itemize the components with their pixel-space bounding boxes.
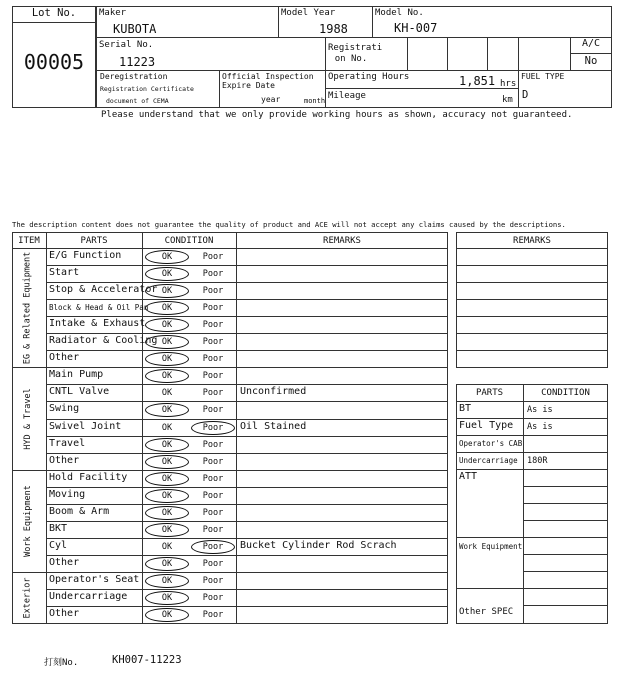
part-label: Other (49, 556, 80, 568)
ok-option: OK (161, 388, 173, 399)
ok-option: OK (161, 541, 173, 552)
ok-option: OK (161, 473, 173, 484)
part-label: Travel (49, 437, 86, 449)
col-condition-header: CONDITION (164, 236, 214, 246)
poor-option: Poor (202, 354, 224, 365)
poor-option: Poor (202, 286, 224, 297)
ok-option: OK (161, 490, 173, 501)
ok-option: OK (161, 507, 173, 518)
remark-text: Oil Stained (240, 420, 307, 432)
part-label: Other (49, 454, 80, 466)
year-label: year (261, 95, 281, 104)
col-item-header: ITEM (18, 236, 40, 246)
poor-option: Poor (202, 541, 224, 552)
part-label: Hold Facility (49, 471, 128, 483)
ok-selected-oval (145, 284, 189, 298)
hours-note: Please understand that we only provide working hours as shown, accuracy not guaranteed. (101, 110, 573, 120)
km-unit: km (502, 95, 513, 105)
poor-option: Poor (202, 269, 224, 280)
registration-label: Registrati on No. (328, 43, 383, 64)
ok-option: OK (161, 422, 173, 433)
poor-option: Poor (202, 456, 224, 467)
ok-option: OK (161, 593, 173, 603)
poor-option: Poor (202, 558, 224, 569)
right-part-label: ATT (459, 471, 478, 482)
right-condition-value: 180R (527, 456, 548, 466)
col-parts-header: PARTS (80, 236, 108, 246)
part-label: Undercarriage (49, 591, 128, 602)
ok-selected-oval (145, 438, 189, 452)
poor-option: Poor (202, 320, 224, 331)
part-label: Operator's Seat (49, 573, 140, 585)
lot-value: 00005 (23, 50, 85, 74)
part-label: Radiator & Cooling (49, 335, 158, 347)
ok-selected-oval (145, 267, 189, 281)
part-label: CNTL Valve (49, 386, 110, 398)
right-part-label: Fuel Type (459, 420, 514, 431)
part-label: Swivel Joint (49, 420, 122, 432)
poor-option: Poor (202, 405, 224, 416)
col-remarks-header: REMARKS (323, 236, 361, 246)
part-label: Stop & Accelerator (49, 284, 158, 296)
poor-option: Poor (202, 524, 224, 535)
ok-selected-oval (145, 557, 189, 571)
fuel-value: D (522, 89, 529, 101)
lot-label: Lot No. (31, 7, 77, 19)
ok-option: OK (161, 558, 173, 569)
right-condition-value: As is (527, 422, 553, 432)
poor-option: Poor (202, 303, 224, 314)
poor-option: Poor (202, 388, 224, 399)
poor-selected-oval (191, 540, 235, 554)
ok-option: OK (161, 286, 173, 297)
ok-selected-oval (145, 506, 189, 520)
right-condition-header: CONDITION (541, 388, 590, 398)
ok-option: OK (161, 252, 173, 262)
reg-cert-label: Registration Certificate (100, 85, 194, 93)
ok-option: OK (161, 610, 173, 621)
remark-text: Unconfirmed (240, 386, 307, 398)
poor-option: Poor (202, 337, 224, 348)
part-label: Start (49, 267, 80, 279)
poor-option: Poor (202, 252, 224, 262)
right-parts-header: PARTS (475, 388, 504, 398)
ok-selected-oval (145, 523, 189, 537)
ok-option: OK (161, 405, 173, 416)
model-no-value: KH-007 (394, 21, 438, 35)
group-label: Exterior (22, 577, 33, 618)
right-remarks-header: REMARKS (513, 236, 551, 246)
part-label: Main Pump (49, 369, 104, 381)
ok-selected-oval (145, 472, 189, 486)
disclaimer: The description content does not guarantee the quality of product and ACE will not accept any claims caused by the descriptions. (12, 220, 566, 229)
part-label: BKT (49, 522, 68, 534)
part-label: Other (49, 608, 80, 620)
poor-option: Poor (202, 507, 224, 518)
part-label: Block & Head & Oil Pan (49, 303, 149, 313)
model-year-value: 1988 (319, 22, 348, 36)
poor-option: Poor (202, 439, 224, 450)
poor-option: Poor (202, 575, 224, 586)
group-label: EG & Related Equipment (23, 251, 33, 364)
part-label: Intake & Exhaust (49, 318, 146, 330)
poor-option: Poor (202, 490, 224, 501)
poor-option: Poor (202, 422, 224, 433)
ac-value: No (584, 55, 598, 67)
group-label: Work Equipment (23, 484, 34, 557)
ok-option: OK (161, 303, 173, 314)
stamp-no-value: KH007-11223 (112, 654, 182, 666)
part-label: Cyl (49, 539, 68, 551)
poor-option: Poor (202, 593, 224, 603)
right-condition-value: As is (527, 405, 553, 415)
part-label: Other (49, 352, 80, 364)
ok-option: OK (161, 320, 173, 331)
cema-label: document of CEMA (106, 97, 169, 105)
maker-value: KUBOTA (113, 22, 157, 36)
ac-label: A/C (581, 38, 601, 49)
model-no-label: Model No. (375, 8, 424, 18)
ok-selected-oval (145, 574, 189, 588)
ok-selected-oval (145, 489, 189, 503)
ok-option: OK (161, 524, 173, 535)
ok-option: OK (161, 371, 173, 382)
ok-option: OK (161, 269, 173, 280)
month-label: month (304, 97, 326, 105)
hours-value: 1,851 (459, 74, 496, 88)
stamp-no-label: 打刻No. (44, 658, 79, 668)
poor-option: Poor (202, 371, 224, 382)
right-work-equipment-label: Work Equipment (459, 542, 523, 551)
hrs-unit: hrs (500, 79, 517, 89)
poor-option: Poor (202, 473, 224, 484)
ok-option: OK (161, 575, 173, 586)
fuel-label: FUEL TYPE (521, 72, 565, 81)
ok-option: OK (161, 456, 173, 467)
part-label: Swing (49, 403, 80, 415)
ok-option: OK (161, 439, 173, 450)
group-label: HYD & Travel (23, 387, 34, 450)
maker-label: Maker (99, 8, 127, 18)
ok-selected-oval (145, 250, 189, 264)
ok-selected-oval (145, 591, 189, 605)
right-part-label: BT (459, 403, 472, 414)
poor-selected-oval (191, 421, 235, 435)
ok-option: OK (161, 354, 173, 365)
ok-selected-oval (145, 608, 189, 622)
serial-value: 11223 (119, 55, 156, 69)
part-label: Boom & Arm (49, 505, 110, 517)
poor-option: Poor (202, 610, 224, 621)
mileage-label: Mileage (328, 91, 366, 101)
serial-label: Serial No. (99, 40, 154, 50)
dereg-label: Deregistration (100, 72, 168, 81)
inspection-label: Official Inspection Expire Date (222, 72, 314, 90)
right-part-label: Operator's CAB (459, 439, 523, 448)
right-other-spec-label: Other SPEC (459, 607, 514, 617)
right-part-label: Undercarriage (459, 456, 518, 465)
ok-option: OK (161, 337, 173, 348)
ok-selected-oval (145, 455, 189, 469)
part-label: Moving (49, 488, 86, 500)
hours-label: Operating Hours (328, 72, 410, 82)
part-label: E/G Function (49, 250, 122, 261)
model-year-label: Model Year (281, 8, 336, 18)
remark-text: Bucket Cylinder Rod Scrach (240, 539, 397, 551)
